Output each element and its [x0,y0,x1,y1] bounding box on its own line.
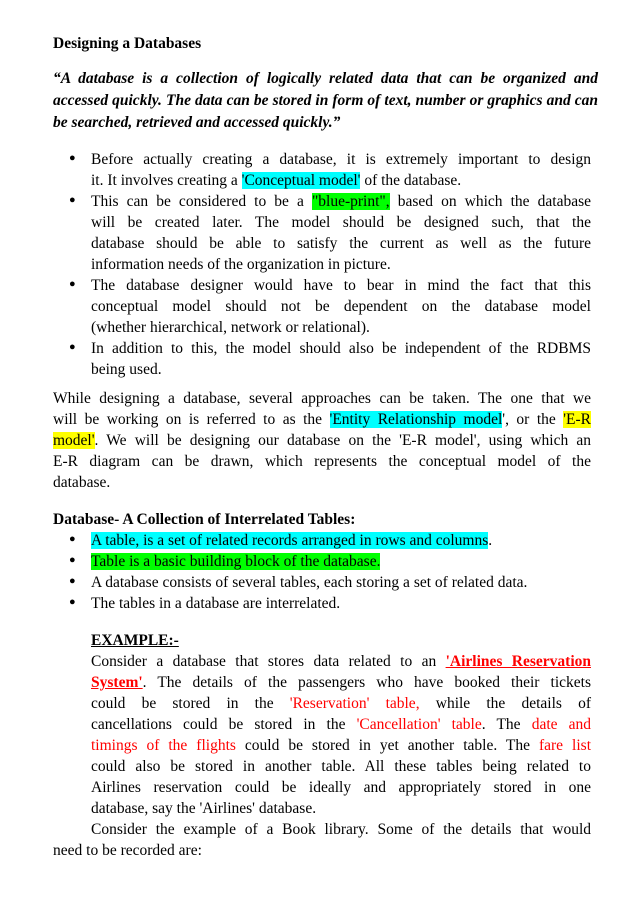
reservation-table-term: 'Reservation' table, [289,695,420,712]
example-line-8: database, say the 'Airlines' database. [91,800,317,817]
bullet-table-definition: ● A table, is a set of related records arranged in rows and columns. [91,532,591,550]
example-line-7: Airlines reservation could be ideally and appropriately stored in one [91,779,591,796]
bullet-rdbms-line-1: ● In addition to this, the model should also be independent of the RDBMS [91,340,591,358]
bullet-rdbms-line-2: being used. [91,361,162,378]
example-line-2: System'. The details of the passengers who have booked their tickets [91,674,591,691]
page-title: Designing a Databases [53,35,202,52]
approach-paragraph-line-1: While designing a database, several approaches can be taken. The one that we [53,390,591,407]
highlight-er-short-2: model' [53,432,95,449]
bullet-interrelated: ● The tables in a database are interrelated. [91,595,591,613]
example-line-9: Consider the example of a Book library. Some of the details that would [91,821,591,838]
bullet-blueprint-line-3: database should be able to satisfy the current as well as the future [91,235,591,252]
bullet-designer-line-2: conceptual model should not be dependent on the database model [91,298,591,315]
bullet-blueprint-line-4: information needs of the organization in picture. [91,256,391,273]
bullet-designer-line-3: (whether hierarchical, network or relational). [91,319,370,336]
approach-paragraph-line-4: E-R diagram can be drawn, which represents the conceptual model of the [53,453,591,470]
bullet-design-line-2: it. It involves creating a 'Conceptual model' of the database. [91,172,462,189]
bullet-designer-line-1: ● The database designer would have to bear in mind the fact that this [91,277,591,295]
approach-paragraph-line-3: model'. We will be designing our database on the 'E-R model', using which an [53,432,591,449]
bullet-design-line-1: ● Before actually creating a database, it is extremely important to design [91,151,591,169]
highlight-blue-print: "blue-print", [311,193,390,210]
highlight-er-short-1: 'E-R [563,411,592,428]
airlines-reservation-term: 'Airlines Reservation [445,653,591,670]
example-line-5: timings of the flights could be stored in yet another table. The fare list [91,737,591,754]
example-line-3: could be stored in the 'Reservation' table, while the details of [91,695,591,712]
bullet-blueprint-line-1: ● This can be considered to be a "blue-print", based on which the database [91,193,591,211]
cancellation-table-term: 'Cancellation' table [356,716,482,733]
example-line-1: Consider a database that stores data related to an 'Airlines Reservation [91,653,591,670]
bullet-several-tables: ● A database consists of several tables, each storing a set of related data. [91,574,591,592]
example-line-4: cancellations could be stored in the 'Cancellation' table. The date and [91,716,592,733]
approach-paragraph-line-2: will be working on is referred to as the 'Entity Relationship model', or the 'E-R [53,411,592,428]
flight-timings-term: timings of the flights [91,737,236,754]
bullet-blueprint-line-2: will be created later. The model should be designed such, that the [91,214,591,231]
tables-subheading: Database- A Collection of Interrelated Tables: [53,511,356,528]
definition-quote: “A database is a collection of logically related data that can be organized and accessed quickly. The data can be stored in form of text, number or graphics and can be searched, retrieved and accessed quickly.” [53,70,598,131]
highlight-conceptual-model: 'Conceptual model' [241,172,361,189]
example-line-10: need to be recorded are: [53,842,202,859]
example-heading: EXAMPLE:- [91,632,179,649]
bullet-building-block: ● Table is a basic building block of the database. [91,553,591,571]
fare-list-term: fare list [538,737,591,754]
approach-paragraph-line-5: database. [53,474,111,491]
highlight-er-model: 'Entity Relationship model [329,411,503,428]
example-line-6: could also be stored in another table. All these tables being related to [91,758,591,775]
